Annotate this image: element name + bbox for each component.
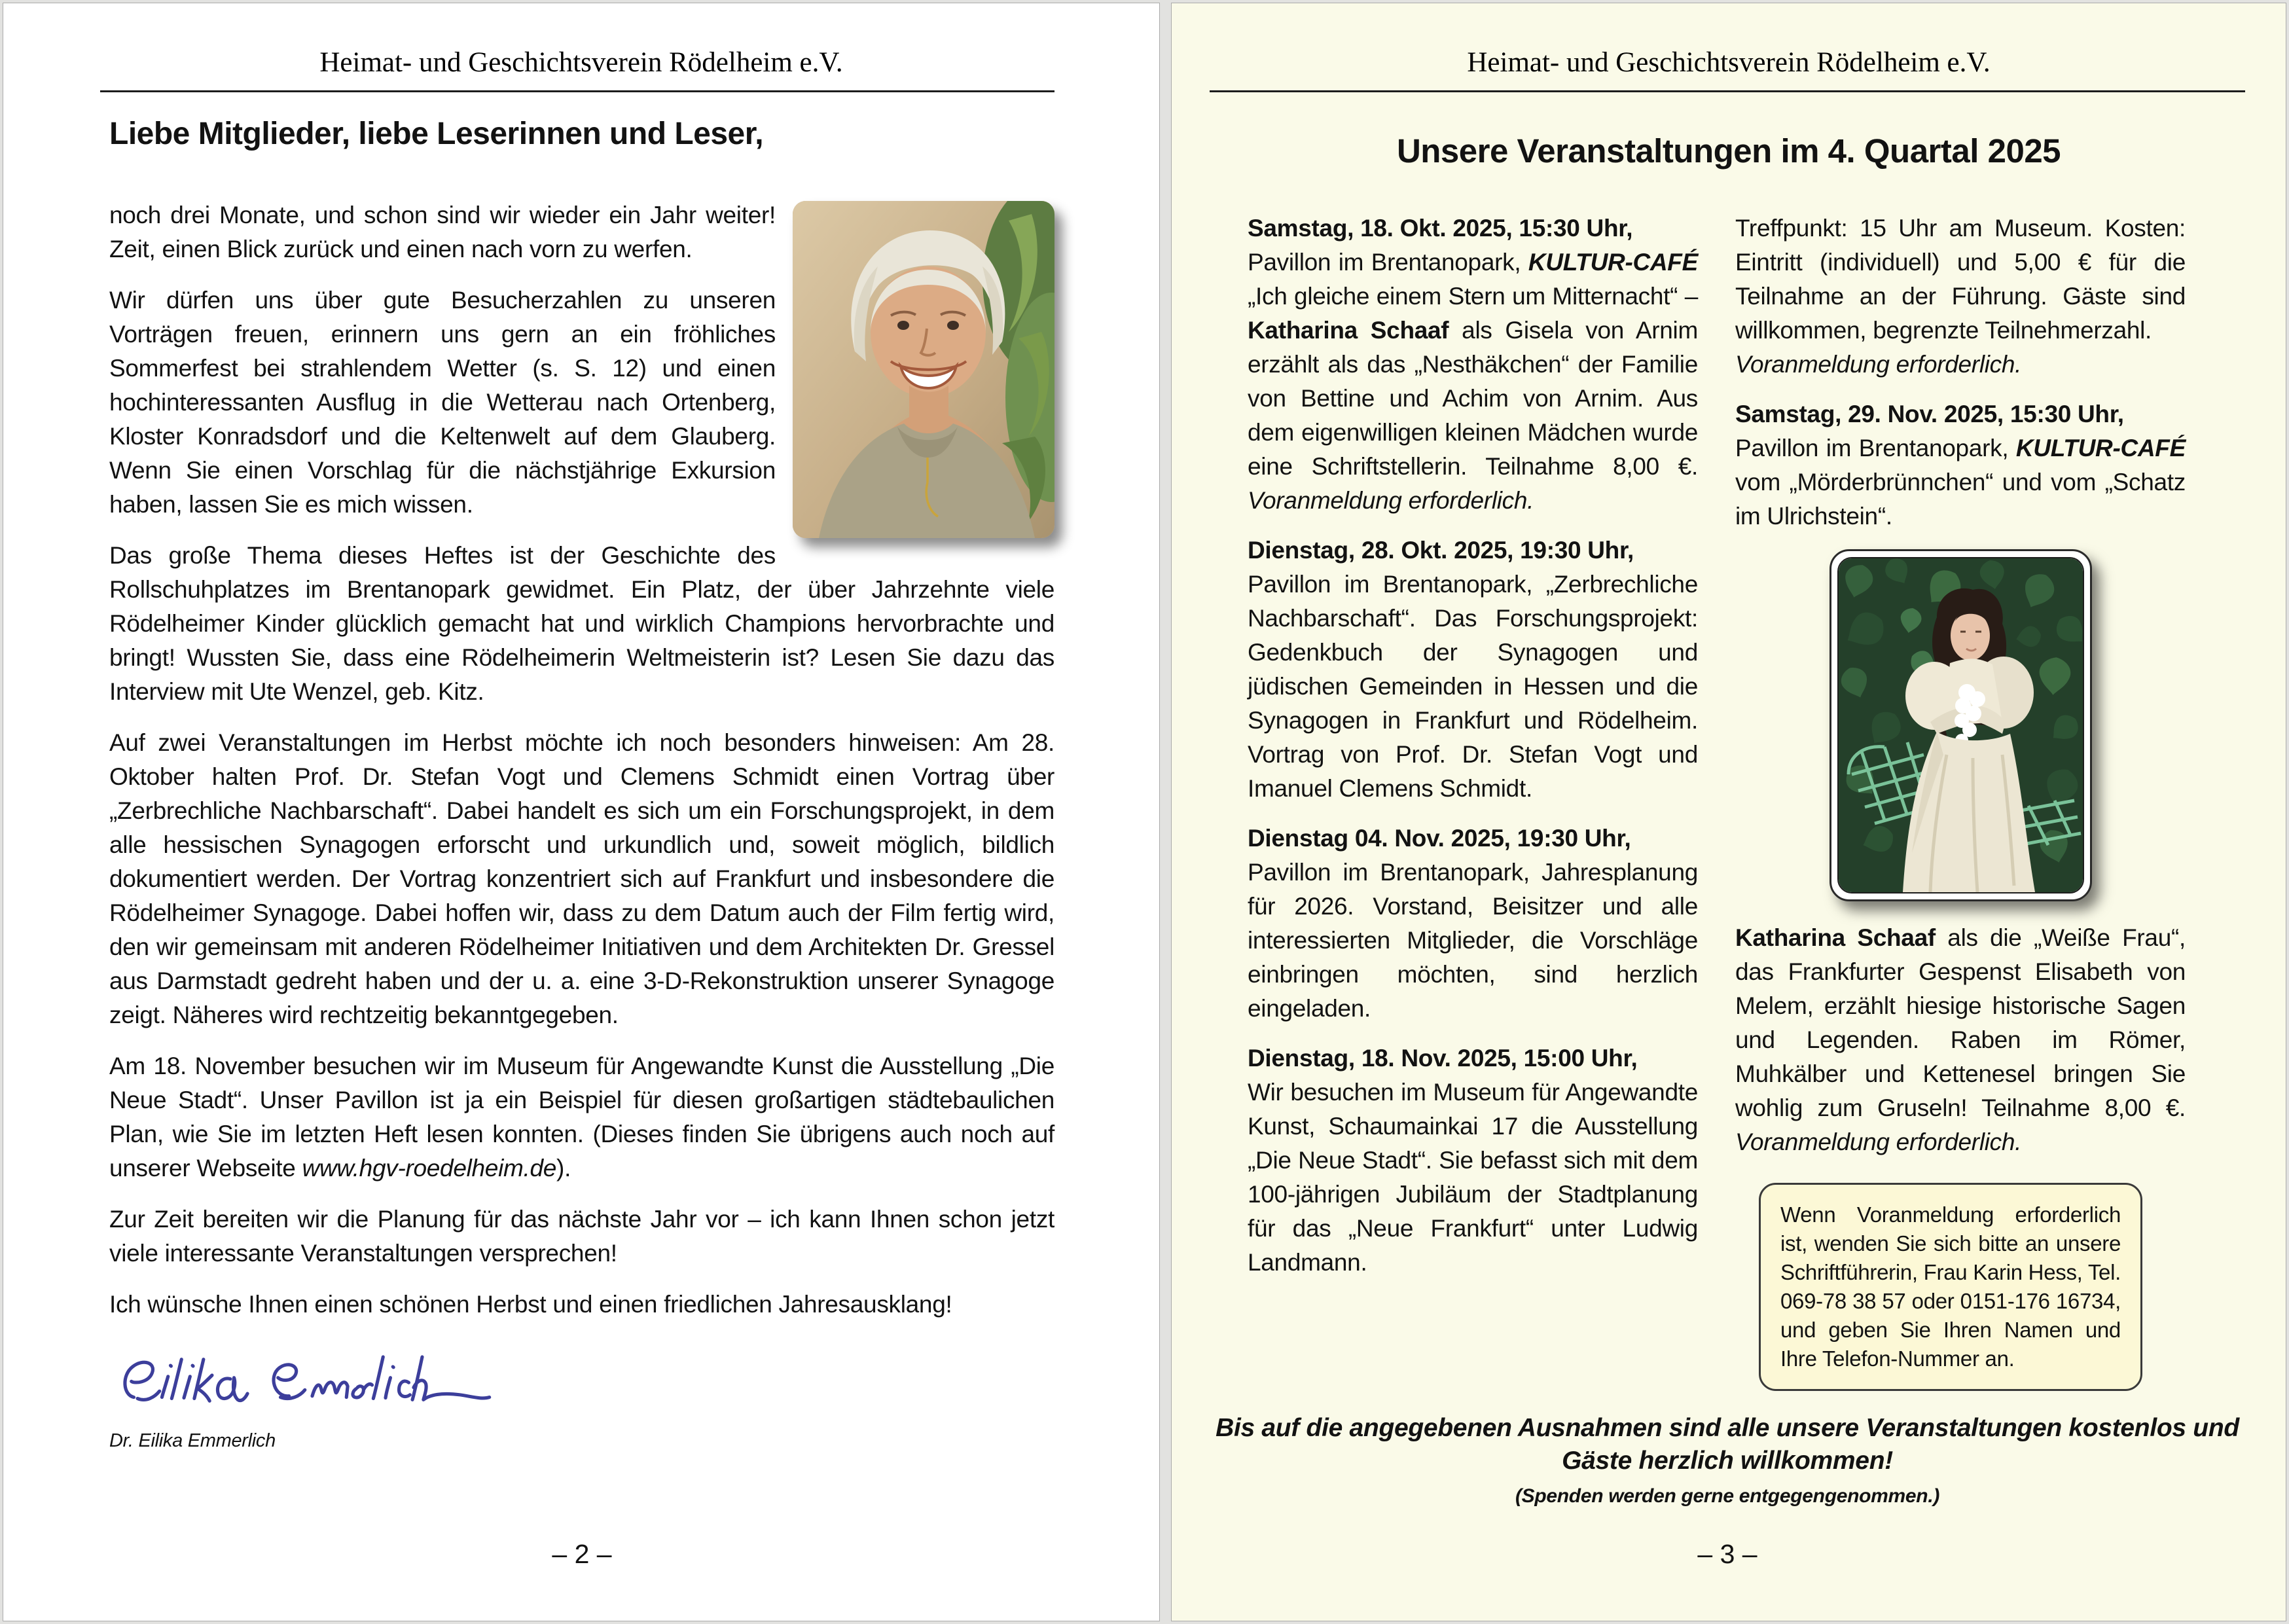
white-lady-description: Katharina Schaaf als die „Weiße Frau“, das Frankfurter Gespenst Elisabeth von Melem, erzählt hiesige historische Sagen und Legenden. Raben im Römer, Muhkälber und Kettenesel bringen Sie wohlig zum Gruseln! Teilnahme 8,00 €. Voranmeldung erforderlich. — [1735, 924, 2186, 1155]
salutation-heading: Liebe Mitglieder, liebe Leserinnen und Leser, — [109, 117, 764, 151]
events-column-2 — [1735, 211, 2186, 1391]
signature-handwriting — [109, 1339, 1054, 1430]
event-oct18: Samstag, 18. Okt. 2025, 15:30 Uhr, Pavillon im Brentanopark, KULTUR-CAFÉ „Ich gleiche einem Stern um Mitternacht“ – Katharina Schaaf als Gisela von Arnim erzählt als das „Nesthäkchen“ der Familie von Bettine und Achim von Arnim. Aus dem eigenwilligen kleinen Mädchen wurde eine Schriftstellerin. Teilnahme 8,00 €. Voranmeldung erforderlich. — [1248, 215, 1698, 514]
signature-printed-name: Dr. Eilika Emmerlich — [109, 1430, 276, 1451]
events-footer — [1211, 1412, 2244, 1507]
event-oct28: Dienstag, 28. Okt. 2025, 19:30 Uhr, Pavillon im Brentanopark, „Zerbrechliche Nachbarschaft“. Das Forschungsprojekt: Gedenkbuch der Synagogen und jüdischen Gemeinden in Hessen und die Synagogen in Frankfurt und Rödelheim. Vortrag von Prof. Dr. Stefan Vogt und Imanuel Clemens Schmidt. — [1248, 537, 1698, 802]
registration-note-text: Wenn Voranmeldung erforderlich ist, wenden Sie sich bitte an unsere Schriftführerin, Frau Karin Hess, Tel. 069-78 38 57 oder 0151-176 16734, und geben Sie Ihren Namen und Ihre Telefon-Nummer an. — [1780, 1202, 2121, 1371]
paragraph-6: Zur Zeit bereiten wir die Planung für das nächste Jahr vor – ich kann Ihnen schon jetzt viele interessante Veranstaltungen versprechen! — [109, 1206, 1054, 1267]
footer-free-admission-note: Bis auf die angegebenen Ausnahmen sind alle unsere Veranstaltungen kostenlos und Gäste herzlich willkommen! — [1216, 1414, 2239, 1475]
white-lady-photo-graphic — [1839, 558, 2084, 892]
event-nov29: Samstag, 29. Nov. 2025, 15:30 Uhr, Pavillon im Brentanopark, KULTUR-CAFÉ vom „Mörderbrünnchen“ und vom „Schatz im Ulrichstein“. — [1735, 401, 2186, 530]
paragraph-3: Das große Thema dieses Heftes ist der Geschichte des Rollschuhplatzes im Brentanopark gewidmet. Ein Platz, der über Jahrzehnte viele Rödelheimer Kinder glücklich gemacht hat und wirklich Champions hervorbrachte und bringt! Wussten Sie, dass eine Rödelheimerin Weltmeisterin ist? Lesen Sie dazu das Interview mit Ute Wenzel, geb. Kitz. — [109, 542, 1054, 705]
paragraph-1: noch drei Monate, und schon sind wir wieder ein Jahr weiter! Zeit, einen Blick zurück und einen nach vorn zu werfen. — [109, 202, 776, 262]
event-nov04: Dienstag 04. Nov. 2025, 19:30 Uhr, Pavillon im Brentanopark, Jahresplanung für 2026. Vorstand, Beisitzer und alle interessierten Mitglieder, die Vorschläge einbringen möchten, sind herzlich eingeladen. — [1248, 825, 1698, 1022]
event-nov18-continued: Treffpunkt: 15 Uhr am Museum. Kosten: Eintritt (individuell) und 5,00 € für die Teilnahme an der Führung. Gäste sind willkommen, begrenzte Teilnehmerzahl. Voranmeldung erforderlich. — [1735, 215, 2186, 378]
page-header-left: Heimat- und Geschichtsverein Rödelheim e.V. — [319, 47, 843, 78]
white-lady-photo — [1829, 549, 2092, 901]
page-header-right: Heimat- und Geschichtsverein Rödelheim e.V. — [1467, 47, 1991, 78]
events-title: Unsere Veranstaltungen im 4. Quartal 2025 — [1396, 132, 2061, 170]
event-nov18: Dienstag, 18. Nov. 2025, 15:00 Uhr, Wir besuchen im Museum für Angewandte Kunst, Schaumainkai 17 die Ausstellung „Die Neue Stadt“. Sie befasst sich mit dem 100-jährigen Jubiläum der Stadtplanung für das „Neue Frankfurt“ unter Ludwig Landmann. — [1248, 1045, 1698, 1276]
paragraph-7: Ich wünsche Ihnen einen schönen Herbst und einen friedlichen Jahresausklang! — [109, 1291, 952, 1318]
paragraph-2: Wir dürfen uns über gute Besucherzahlen zu unseren Vorträgen freuen, erinnern uns gern an ein fröhliches Sommerfest bei strahlendem Wetter (s. S. 12) und einen hochinteressanten Ausflug in die Wetterau nach Ortenberg, Kloster Konradsdorf und die Keltenwelt auf dem Glauberg. Wenn Sie einen Vorschlag für die nächstjährige Exkursion haben, lassen Sie es mich wissen. — [109, 287, 776, 518]
page-3 — [1171, 3, 2286, 1621]
header-rule-left — [100, 90, 1054, 92]
signature-script-graphic — [109, 1339, 515, 1430]
page-number-2: – 2 – — [552, 1539, 612, 1569]
portrait-photo-graphic — [793, 201, 1054, 538]
events-column-1 — [1248, 211, 1698, 1295]
page-number-3: – 3 – — [1697, 1539, 1757, 1569]
paragraph-5: Am 18. November besuchen wir im Museum für Angewandte Kunst die Ausstellung „Die Neue Stadt“. Unser Pavillon ist ja ein Beispiel für diesen großartigen städtebaulichen Plan, wie Sie im letzten Heft lesen konnten. (Dieses finden Sie übrigens auch noch auf unserer Webseite www.hgv-roedelheim.de). — [109, 1053, 1054, 1182]
paragraph-4: Auf zwei Veranstaltungen im Herbst möchte ich noch besonders hinweisen: Am 28. Oktober halten Prof. Dr. Stefan Vogt und Clemens Schmidt einen Vortrag über „Zerbrechliche Nachbarschaft“. Dabei handelt es sich um ein Forschungsprojekt, in dem alle hessischen Synagogen erforscht und urkundlich und, soweit möglich, bildlich dokumentiert werden. Der Vortrag konzentriert sich auf Frankfurt und insbesondere die Rödelheimer Synagoge. Dabei hoffen wir, dass zu dem Datum auch der Film fertig wird, den wir gemeinsam mit anderen Rödelheimer Initiativen und dem Architekten Dr. Gressel aus Darmstadt gedreht haben und der u. a. eine 3-D-Rekonstruktion unserer Synagoge zeigt. Näheres wird rechtzeitig bekanntgegeben. — [109, 729, 1054, 1028]
page-2 — [3, 3, 1160, 1621]
registration-note-box — [1759, 1183, 2142, 1391]
editorial-body — [109, 198, 1054, 1452]
portrait-photo — [793, 201, 1054, 538]
header-rule-right — [1210, 90, 2245, 92]
footer-donations-note: (Spenden werden gerne entgegengenommen.) — [1515, 1485, 1940, 1507]
